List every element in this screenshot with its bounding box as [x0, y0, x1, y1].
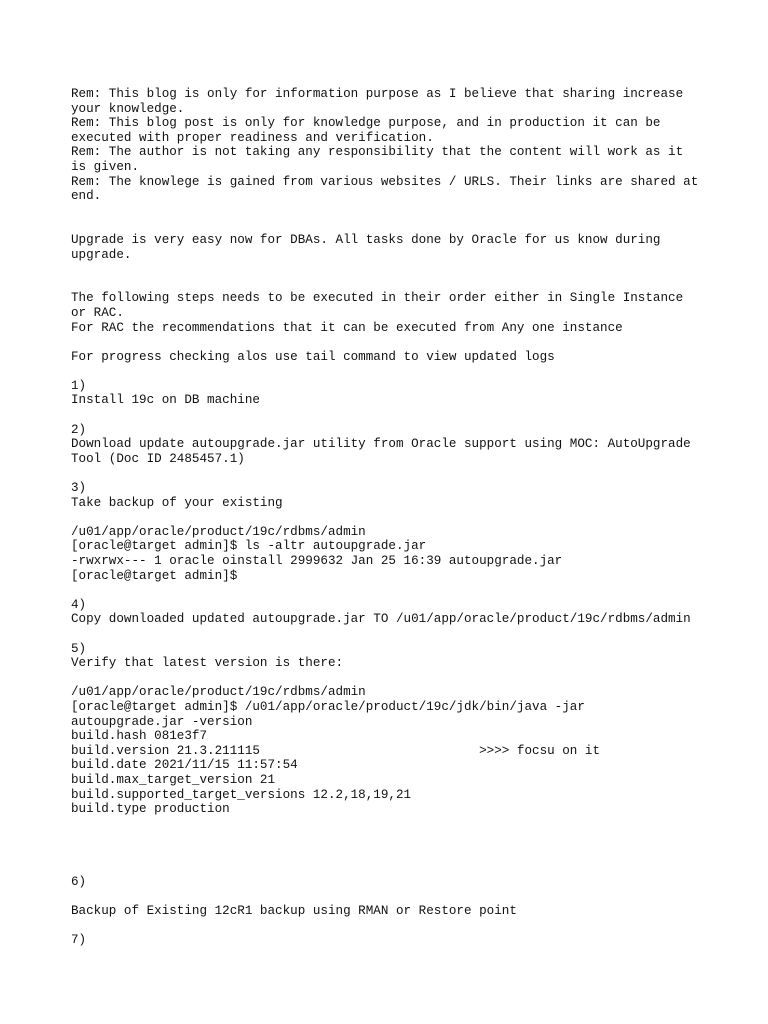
text-line: Take backup of your existing [71, 495, 283, 510]
text-line [71, 218, 731, 233]
text-line: Download update autoupgrade.jar utility from Oracle support using MOC: AutoUpgrade [71, 437, 691, 452]
text-line [71, 860, 731, 875]
text-line: 4) [71, 597, 87, 612]
text-line [71, 890, 731, 905]
text-line [71, 583, 731, 598]
text-line: 5) [71, 641, 87, 656]
text-line: build.hash 081e3f7 [71, 729, 208, 744]
text-line: Install 19c on DB machine [71, 393, 260, 408]
text-line: build.version 21.3.211115 >>>> focsu on it [71, 743, 601, 758]
text-line: 6) [71, 875, 87, 890]
text-line: The following steps needs to be executed in their order either in Single Instance [71, 291, 684, 306]
text-line: -rwxrwx--- 1 oracle oinstall 2999632 Jan 25 16:39 autoupgrade.jar [71, 554, 563, 568]
text-line: Rem: This blog is only for information purpose as I believe that sharing increase [71, 87, 684, 101]
text-line [71, 466, 731, 481]
text-line: end. [71, 189, 102, 204]
text-line: 7) [71, 933, 87, 948]
text-line [71, 846, 731, 861]
text-line: build.type production [71, 802, 230, 817]
text-line: For progress checking alos use tail command to view updated logs [71, 349, 555, 364]
text-line: autoupgrade.jar -version [71, 714, 253, 729]
document-body [71, 87, 731, 948]
text-line [71, 831, 731, 846]
text-line: [oracle@target admin]$ /u01/app/oracle/product/19c/jdk/bin/java -jar [71, 699, 585, 714]
text-line [71, 262, 731, 277]
text-line: /u01/app/oracle/product/19c/rdbms/admin [71, 685, 366, 700]
text-line [71, 364, 731, 379]
text-line: build.date 2021/11/15 11:57:54 [71, 758, 298, 773]
text-line: [oracle@target admin]$ ls -altr autoupgrade.jar [71, 539, 427, 554]
text-line: Rem: The knowlege is gained from various websites / URLS. Their links are shared at [71, 174, 699, 189]
text-line: your knowledge. [71, 101, 185, 116]
text-line: 2) [71, 422, 87, 437]
text-line [71, 204, 731, 219]
text-line: Backup of Existing 12cR1 backup using RMAN or Restore point [71, 904, 517, 919]
text-line [71, 671, 731, 686]
text-line: /u01/app/oracle/product/19c/rdbms/admin [71, 524, 366, 539]
text-line: 3) [71, 481, 87, 496]
text-line [71, 277, 731, 292]
text-line: or RAC. [71, 305, 124, 320]
text-line: 1) [71, 378, 87, 393]
text-line: Copy downloaded updated autoupgrade.jar TO /u01/app/oracle/product/19c/rdbms/admin [71, 612, 691, 627]
text-line: Verify that latest version is there: [71, 656, 344, 671]
text-line: executed with proper readiness and verification. [71, 130, 434, 145]
text-line: [oracle@target admin]$ [71, 568, 238, 583]
text-line [71, 817, 731, 832]
text-line: upgrade. [71, 247, 132, 262]
text-line [71, 627, 731, 642]
text-line: build.max_target_version 21 [71, 772, 276, 787]
text-line: For RAC the recommendations that it can be executed from Any one instance [71, 320, 623, 335]
text-line: Rem: This blog post is only for knowledge purpose, and in production it can be [71, 116, 661, 131]
text-line [71, 919, 731, 934]
text-line: Tool (Doc ID 2485457.1) [71, 451, 245, 466]
text-line: Rem: The author is not taking any responsibility that the content will work as it [71, 145, 684, 160]
text-line [71, 510, 731, 525]
text-line [71, 408, 731, 423]
text-line: is given. [71, 159, 140, 174]
text-line: build.supported_target_versions 12.2,18,19,21 [71, 787, 412, 802]
text-line [71, 335, 731, 350]
text-line: Upgrade is very easy now for DBAs. All tasks done by Oracle for us know during [71, 232, 661, 247]
